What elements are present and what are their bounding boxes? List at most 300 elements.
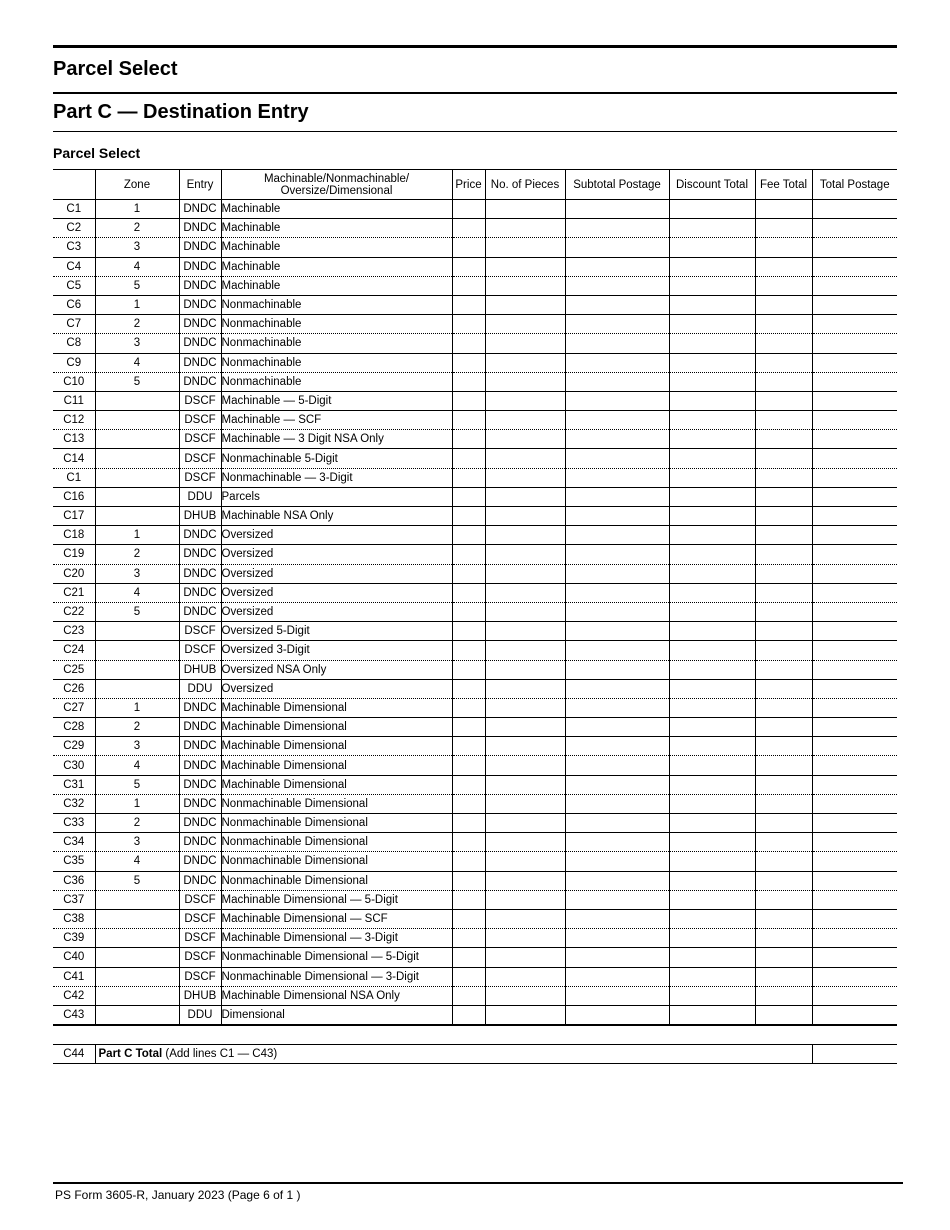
subtotal-postage-field[interactable] xyxy=(565,852,669,871)
total-postage-field[interactable] xyxy=(812,602,897,621)
table-row xyxy=(53,986,897,1005)
fee-total-field[interactable] xyxy=(755,679,812,698)
total-postage-field[interactable] xyxy=(812,295,897,314)
price-field[interactable] xyxy=(452,833,485,852)
fee-total-field[interactable] xyxy=(755,257,812,276)
discount-total-field[interactable] xyxy=(669,986,755,1005)
discount-total-field[interactable] xyxy=(669,660,755,679)
total-postage-field[interactable] xyxy=(812,679,897,698)
row-description: Machinable xyxy=(221,219,452,238)
fee-total-field[interactable] xyxy=(755,564,812,583)
pieces-field[interactable] xyxy=(485,698,565,717)
row-description: Machinable — 5-Digit xyxy=(221,391,452,410)
subtotal-postage-field[interactable] xyxy=(565,909,669,928)
subtotal-postage-field[interactable] xyxy=(565,353,669,372)
total-postage-field[interactable] xyxy=(812,315,897,334)
subtotal-postage-field[interactable] xyxy=(565,833,669,852)
price-field[interactable] xyxy=(452,660,485,679)
price-field[interactable] xyxy=(452,564,485,583)
total-postage-field[interactable] xyxy=(812,564,897,583)
pieces-field[interactable] xyxy=(485,583,565,602)
total-postage-field[interactable] xyxy=(812,334,897,353)
discount-total-field[interactable] xyxy=(669,564,755,583)
fee-total-field[interactable] xyxy=(755,353,812,372)
pieces-field[interactable] xyxy=(485,1005,565,1025)
pieces-field[interactable] xyxy=(485,430,565,449)
row-zone: 5 xyxy=(95,602,179,621)
row-line-number: C37 xyxy=(63,893,85,906)
fee-total-field[interactable] xyxy=(755,449,812,468)
fee-total-field[interactable] xyxy=(755,487,812,506)
col-header-pieces: No. of Pieces xyxy=(485,170,565,200)
row-line-number: C2 xyxy=(66,222,82,235)
pieces-field[interactable] xyxy=(485,468,565,487)
fee-total-field[interactable] xyxy=(755,986,812,1005)
row-entry: DNDC xyxy=(179,737,221,756)
discount-total-field[interactable] xyxy=(669,775,755,794)
fee-total-field[interactable] xyxy=(755,583,812,602)
pieces-field[interactable] xyxy=(485,775,565,794)
price-field[interactable] xyxy=(452,257,485,276)
table-row xyxy=(53,718,897,737)
row-zone xyxy=(95,890,179,909)
price-field[interactable] xyxy=(452,276,485,295)
fee-total-field[interactable] xyxy=(755,411,812,430)
discount-total-field[interactable] xyxy=(669,295,755,314)
row-line-number: C5 xyxy=(66,279,82,292)
subtotal-postage-field[interactable] xyxy=(565,871,669,890)
price-field[interactable] xyxy=(452,679,485,698)
pieces-field[interactable] xyxy=(485,986,565,1005)
price-field[interactable] xyxy=(452,315,485,334)
total-postage-field[interactable] xyxy=(812,909,897,928)
fee-total-field[interactable] xyxy=(755,507,812,526)
total-postage-field[interactable] xyxy=(812,353,897,372)
fee-total-field[interactable] xyxy=(755,334,812,353)
discount-total-field[interactable] xyxy=(669,391,755,410)
price-field[interactable] xyxy=(452,372,485,391)
total-postage-field[interactable] xyxy=(812,929,897,948)
total-postage-field[interactable] xyxy=(812,660,897,679)
price-field[interactable] xyxy=(452,929,485,948)
price-field[interactable] xyxy=(452,526,485,545)
subtotal-postage-field[interactable] xyxy=(565,372,669,391)
pieces-field[interactable] xyxy=(485,449,565,468)
subtotal-postage-field[interactable] xyxy=(565,718,669,737)
row-description: Oversized xyxy=(221,679,452,698)
fee-total-field[interactable] xyxy=(755,295,812,314)
fee-total-field[interactable] xyxy=(755,775,812,794)
discount-total-field[interactable] xyxy=(669,641,755,660)
total-postage-field[interactable] xyxy=(812,583,897,602)
total-postage-field[interactable] xyxy=(812,200,897,219)
row-line-number: C39 xyxy=(63,932,85,945)
row-entry: DSCF xyxy=(179,449,221,468)
subtotal-postage-field[interactable] xyxy=(565,814,669,833)
pieces-field[interactable] xyxy=(485,737,565,756)
fee-total-field[interactable] xyxy=(755,718,812,737)
pieces-field[interactable] xyxy=(485,929,565,948)
discount-total-field[interactable] xyxy=(669,1005,755,1025)
pieces-field[interactable] xyxy=(485,814,565,833)
total-row xyxy=(53,1045,897,1064)
subtotal-postage-field[interactable] xyxy=(565,411,669,430)
pieces-field[interactable] xyxy=(485,507,565,526)
fee-total-field[interactable] xyxy=(755,794,812,813)
table-row xyxy=(53,276,897,295)
pieces-field[interactable] xyxy=(485,602,565,621)
discount-total-field[interactable] xyxy=(669,411,755,430)
total-postage-field[interactable] xyxy=(812,276,897,295)
total-postage-field[interactable] xyxy=(812,794,897,813)
price-field[interactable] xyxy=(452,334,485,353)
fee-total-field[interactable] xyxy=(755,814,812,833)
subtotal-postage-field[interactable] xyxy=(565,545,669,564)
fee-total-field[interactable] xyxy=(755,967,812,986)
discount-total-field[interactable] xyxy=(669,430,755,449)
price-field[interactable] xyxy=(452,622,485,641)
subtotal-postage-field[interactable] xyxy=(565,334,669,353)
discount-total-field[interactable] xyxy=(669,353,755,372)
total-postage-field[interactable] xyxy=(812,756,897,775)
total-postage-field[interactable] xyxy=(812,219,897,238)
subtotal-postage-field[interactable] xyxy=(565,564,669,583)
pieces-field[interactable] xyxy=(485,871,565,890)
discount-total-field[interactable] xyxy=(669,257,755,276)
price-field[interactable] xyxy=(452,890,485,909)
total-postage-field[interactable] xyxy=(812,737,897,756)
total-postage-field[interactable] xyxy=(812,775,897,794)
subtotal-postage-field[interactable] xyxy=(565,679,669,698)
discount-total-field[interactable] xyxy=(669,967,755,986)
discount-total-field[interactable] xyxy=(669,468,755,487)
subtotal-postage-field[interactable] xyxy=(565,430,669,449)
price-field[interactable] xyxy=(452,698,485,717)
pieces-field[interactable] xyxy=(485,219,565,238)
price-field[interactable] xyxy=(452,1005,485,1025)
price-field[interactable] xyxy=(452,775,485,794)
subtotal-postage-field[interactable] xyxy=(565,967,669,986)
pieces-field[interactable] xyxy=(485,622,565,641)
subtotal-postage-field[interactable] xyxy=(565,315,669,334)
pieces-field[interactable] xyxy=(485,679,565,698)
pieces-field[interactable] xyxy=(485,391,565,410)
fee-total-field[interactable] xyxy=(755,372,812,391)
pieces-field[interactable] xyxy=(485,852,565,871)
total-postage-field[interactable] xyxy=(812,545,897,564)
price-field[interactable] xyxy=(452,353,485,372)
fee-total-field[interactable] xyxy=(755,756,812,775)
subtotal-postage-field[interactable] xyxy=(565,660,669,679)
subtotal-postage-field[interactable] xyxy=(565,890,669,909)
subtotal-postage-field[interactable] xyxy=(565,641,669,660)
fee-total-field[interactable] xyxy=(755,545,812,564)
discount-total-field[interactable] xyxy=(669,698,755,717)
price-field[interactable] xyxy=(452,641,485,660)
total-postage-field[interactable] xyxy=(812,1045,897,1064)
pieces-field[interactable] xyxy=(485,564,565,583)
pieces-field[interactable] xyxy=(485,718,565,737)
total-postage-field[interactable] xyxy=(812,814,897,833)
total-postage-field[interactable] xyxy=(812,238,897,257)
col-header-subtotal: Subtotal Postage xyxy=(565,170,669,200)
price-field[interactable] xyxy=(452,909,485,928)
fee-total-field[interactable] xyxy=(755,660,812,679)
discount-total-field[interactable] xyxy=(669,545,755,564)
pieces-field[interactable] xyxy=(485,353,565,372)
fee-total-field[interactable] xyxy=(755,929,812,948)
subtotal-postage-field[interactable] xyxy=(565,602,669,621)
row-entry: DSCF xyxy=(179,948,221,967)
pieces-field[interactable] xyxy=(485,334,565,353)
fee-total-field[interactable] xyxy=(755,871,812,890)
total-postage-field[interactable] xyxy=(812,468,897,487)
total-postage-field[interactable] xyxy=(812,257,897,276)
price-field[interactable] xyxy=(452,967,485,986)
price-field[interactable] xyxy=(452,852,485,871)
subtotal-postage-field[interactable] xyxy=(565,583,669,602)
total-postage-field[interactable] xyxy=(812,526,897,545)
row-line-number: C19 xyxy=(63,548,85,561)
fee-total-field[interactable] xyxy=(755,391,812,410)
fee-total-field[interactable] xyxy=(755,852,812,871)
fee-total-field[interactable] xyxy=(755,602,812,621)
row-line-number: C7 xyxy=(66,318,82,331)
discount-total-field[interactable] xyxy=(669,507,755,526)
table-row xyxy=(53,315,897,334)
price-field[interactable] xyxy=(452,602,485,621)
fee-total-field[interactable] xyxy=(755,698,812,717)
subtotal-postage-field[interactable] xyxy=(565,1005,669,1025)
fee-total-field[interactable] xyxy=(755,315,812,334)
discount-total-field[interactable] xyxy=(669,449,755,468)
discount-total-field[interactable] xyxy=(669,833,755,852)
price-field[interactable] xyxy=(452,238,485,257)
total-postage-field[interactable] xyxy=(812,852,897,871)
discount-total-field[interactable] xyxy=(669,929,755,948)
subtotal-postage-field[interactable] xyxy=(565,948,669,967)
pieces-field[interactable] xyxy=(485,967,565,986)
col-header-fee: Fee Total xyxy=(755,170,812,200)
total-postage-field[interactable] xyxy=(812,1005,897,1025)
fee-total-field[interactable] xyxy=(755,468,812,487)
price-field[interactable] xyxy=(452,295,485,314)
fee-total-field[interactable] xyxy=(755,238,812,257)
total-postage-field[interactable] xyxy=(812,622,897,641)
price-field[interactable] xyxy=(452,468,485,487)
subtotal-postage-field[interactable] xyxy=(565,698,669,717)
fee-total-field[interactable] xyxy=(755,276,812,295)
discount-total-field[interactable] xyxy=(669,219,755,238)
row-zone: 1 xyxy=(95,526,179,545)
total-postage-field[interactable] xyxy=(812,487,897,506)
pieces-field[interactable] xyxy=(485,545,565,564)
fee-total-field[interactable] xyxy=(755,890,812,909)
row-description: Machinable xyxy=(221,238,452,257)
discount-total-field[interactable] xyxy=(669,871,755,890)
discount-total-field[interactable] xyxy=(669,315,755,334)
fee-total-field[interactable] xyxy=(755,430,812,449)
price-field[interactable] xyxy=(452,737,485,756)
fee-total-field[interactable] xyxy=(755,1005,812,1025)
subtotal-postage-field[interactable] xyxy=(565,737,669,756)
price-field[interactable] xyxy=(452,814,485,833)
total-postage-field[interactable] xyxy=(812,948,897,967)
subtotal-postage-field[interactable] xyxy=(565,986,669,1005)
price-field[interactable] xyxy=(452,487,485,506)
row-entry: DNDC xyxy=(179,814,221,833)
row-zone: 4 xyxy=(95,852,179,871)
subtotal-postage-field[interactable] xyxy=(565,219,669,238)
row-zone xyxy=(95,1005,179,1025)
row-description: Oversized xyxy=(221,564,452,583)
subtotal-postage-field[interactable] xyxy=(565,794,669,813)
table-row xyxy=(53,698,897,717)
discount-total-field[interactable] xyxy=(669,334,755,353)
pieces-field[interactable] xyxy=(485,890,565,909)
subtotal-postage-field[interactable] xyxy=(565,276,669,295)
subtotal-postage-field[interactable] xyxy=(565,468,669,487)
subtotal-postage-field[interactable] xyxy=(565,200,669,219)
discount-total-field[interactable] xyxy=(669,756,755,775)
total-postage-field[interactable] xyxy=(812,430,897,449)
pieces-field[interactable] xyxy=(485,276,565,295)
price-field[interactable] xyxy=(452,200,485,219)
discount-total-field[interactable] xyxy=(669,622,755,641)
subtotal-postage-field[interactable] xyxy=(565,756,669,775)
discount-total-field[interactable] xyxy=(669,276,755,295)
subtotal-postage-field[interactable] xyxy=(565,622,669,641)
fee-total-field[interactable] xyxy=(755,526,812,545)
fee-total-field[interactable] xyxy=(755,622,812,641)
total-postage-field[interactable] xyxy=(812,449,897,468)
pieces-field[interactable] xyxy=(485,756,565,775)
price-field[interactable] xyxy=(452,948,485,967)
price-field[interactable] xyxy=(452,430,485,449)
subtotal-postage-field[interactable] xyxy=(565,526,669,545)
discount-total-field[interactable] xyxy=(669,526,755,545)
total-postage-field[interactable] xyxy=(812,890,897,909)
row-description: Nonmachinable xyxy=(221,315,452,334)
subtotal-postage-field[interactable] xyxy=(565,487,669,506)
row-line-number: C26 xyxy=(63,682,85,695)
fee-total-field[interactable] xyxy=(755,948,812,967)
price-field[interactable] xyxy=(452,411,485,430)
total-label xyxy=(95,1045,812,1064)
subtotal-postage-field[interactable] xyxy=(565,507,669,526)
fee-total-field[interactable] xyxy=(755,737,812,756)
total-postage-field[interactable] xyxy=(812,718,897,737)
discount-total-field[interactable] xyxy=(669,909,755,928)
subtotal-postage-field[interactable] xyxy=(565,391,669,410)
discount-total-field[interactable] xyxy=(669,679,755,698)
pieces-field[interactable] xyxy=(485,200,565,219)
pieces-field[interactable] xyxy=(485,948,565,967)
pieces-field[interactable] xyxy=(485,257,565,276)
discount-total-field[interactable] xyxy=(669,814,755,833)
pieces-field[interactable] xyxy=(485,295,565,314)
row-zone xyxy=(95,468,179,487)
discount-total-field[interactable] xyxy=(669,718,755,737)
price-field[interactable] xyxy=(452,794,485,813)
pieces-field[interactable] xyxy=(485,238,565,257)
total-postage-field[interactable] xyxy=(812,986,897,1005)
row-line-number: C31 xyxy=(63,778,85,791)
discount-total-field[interactable] xyxy=(669,890,755,909)
price-field[interactable] xyxy=(452,583,485,602)
row-entry: DNDC xyxy=(179,852,221,871)
discount-total-field[interactable] xyxy=(669,372,755,391)
price-field[interactable] xyxy=(452,391,485,410)
discount-total-field[interactable] xyxy=(669,238,755,257)
total-postage-field[interactable] xyxy=(812,871,897,890)
total-postage-field[interactable] xyxy=(812,391,897,410)
pieces-field[interactable] xyxy=(485,487,565,506)
discount-total-field[interactable] xyxy=(669,948,755,967)
price-field[interactable] xyxy=(452,449,485,468)
subtotal-postage-field[interactable] xyxy=(565,295,669,314)
row-zone xyxy=(95,967,179,986)
pieces-field[interactable] xyxy=(485,833,565,852)
price-field[interactable] xyxy=(452,756,485,775)
subtotal-postage-field[interactable] xyxy=(565,238,669,257)
price-field[interactable] xyxy=(452,545,485,564)
row-zone xyxy=(95,986,179,1005)
fee-total-field[interactable] xyxy=(755,219,812,238)
discount-total-field[interactable] xyxy=(669,583,755,602)
subtotal-postage-field[interactable] xyxy=(565,449,669,468)
discount-total-field[interactable] xyxy=(669,602,755,621)
pieces-field[interactable] xyxy=(485,641,565,660)
total-postage-field[interactable] xyxy=(812,507,897,526)
total-postage-field[interactable] xyxy=(812,372,897,391)
subtotal-postage-field[interactable] xyxy=(565,929,669,948)
discount-total-field[interactable] xyxy=(669,852,755,871)
pieces-field[interactable] xyxy=(485,411,565,430)
fee-total-field[interactable] xyxy=(755,833,812,852)
pieces-field[interactable] xyxy=(485,526,565,545)
discount-total-field[interactable] xyxy=(669,487,755,506)
total-postage-field[interactable] xyxy=(812,641,897,660)
price-field[interactable] xyxy=(452,986,485,1005)
discount-total-field[interactable] xyxy=(669,737,755,756)
total-postage-field[interactable] xyxy=(812,967,897,986)
subtotal-postage-field[interactable] xyxy=(565,257,669,276)
pieces-field[interactable] xyxy=(485,660,565,679)
total-postage-field[interactable] xyxy=(812,411,897,430)
price-field[interactable] xyxy=(452,718,485,737)
pieces-field[interactable] xyxy=(485,794,565,813)
discount-total-field[interactable] xyxy=(669,200,755,219)
fee-total-field[interactable] xyxy=(755,909,812,928)
price-field[interactable] xyxy=(452,219,485,238)
fee-total-field[interactable] xyxy=(755,641,812,660)
pieces-field[interactable] xyxy=(485,372,565,391)
row-line-number: C36 xyxy=(63,874,85,887)
table-row xyxy=(53,660,897,679)
pieces-field[interactable] xyxy=(485,315,565,334)
pieces-field[interactable] xyxy=(485,909,565,928)
row-description: Nonmachinable Dimensional — 5-Digit xyxy=(221,948,452,967)
subtotal-postage-field[interactable] xyxy=(565,775,669,794)
fee-total-field[interactable] xyxy=(755,200,812,219)
total-postage-field[interactable] xyxy=(812,833,897,852)
total-postage-field[interactable] xyxy=(812,698,897,717)
price-field[interactable] xyxy=(452,871,485,890)
table-row xyxy=(53,602,897,621)
price-field[interactable] xyxy=(452,507,485,526)
discount-total-field[interactable] xyxy=(669,794,755,813)
